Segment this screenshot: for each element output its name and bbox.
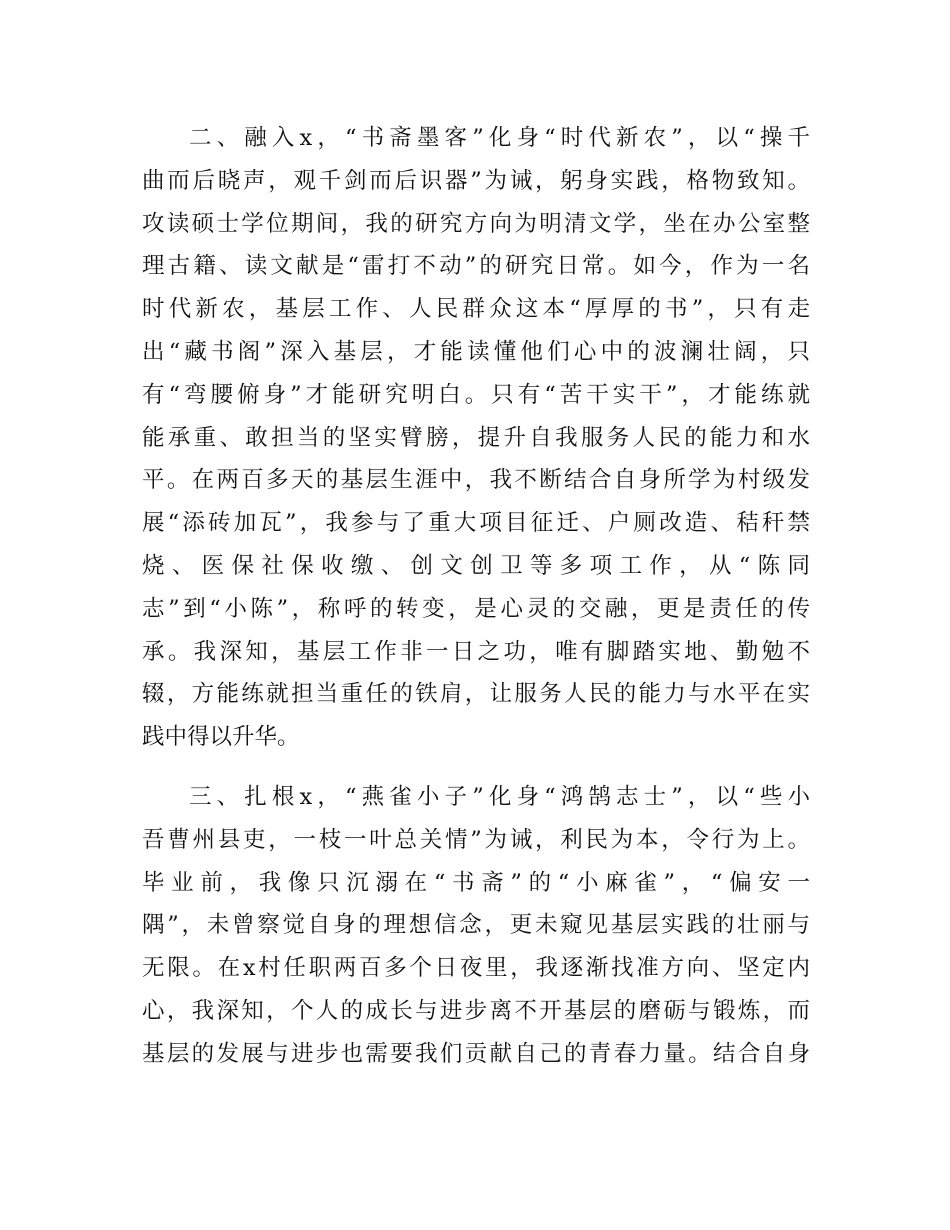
text-line: 毕业前，我像只沉溺在“书斋”的“小麻雀”，“偏安一 xyxy=(142,869,810,896)
text-line: 曲而后晓声，观千剑而后识器”为诫，躬身实践，格物致知。 xyxy=(142,167,810,194)
text-line: 展“添砖加瓦”，我参与了重大项目征迁、户厕改造、秸秆禁 xyxy=(142,510,810,537)
text-line: 出“藏书阁”深入基层，才能读懂他们心中的波澜壮阔，只 xyxy=(142,338,810,365)
text-line: 心，我深知，个人的成长与进步离不开基层的磨砺与锻炼，而 xyxy=(142,997,810,1024)
text-line: 基层的发展与进步也需要我们贡献自己的青春力量。结合自身 xyxy=(142,1040,810,1067)
text-line: 烧、医保社保收缴、创文创卫等多项工作，从“陈同 xyxy=(142,552,810,579)
text-line: 志”到“小陈”，称呼的转变，是心灵的交融，更是责任的传 xyxy=(142,595,810,622)
text-line: 隅”，未曾察觉自身的理想信念，更未窥见基层实践的壮丽与 xyxy=(142,912,810,939)
paragraph-3-rooting xyxy=(142,776,810,1076)
text-line: 二、融入x，“书斋墨客”化身“时代新农”，以“操千 xyxy=(189,125,810,151)
text-line: 践中得以升华。 xyxy=(142,724,300,751)
text-line: 理古籍、读文献是“雷打不动”的研究日常。如今，作为一名 xyxy=(142,253,810,280)
text-line: 能承重、敢担当的坚实臂膀，提升自我服务人民的能力和水 xyxy=(142,424,810,451)
text-line: 三、扎根x，“燕雀小子”化身“鸿鹄志士”，以“些小 xyxy=(189,784,810,810)
text-line: 有“弯腰俯身”才能研究明白。只有“苦干实干”，才能练就 xyxy=(142,381,810,408)
text-line: 无限。在x村任职两百多个日夜里，我逐渐找准方向、坚定内 xyxy=(142,955,810,982)
paragraph-2-integration xyxy=(142,117,810,759)
text-line: 平。在两百多天的基层生涯中，我不断结合自身所学为村级发 xyxy=(142,467,810,494)
text-line: 承。我深知，基层工作非一日之功，唯有脚踏实地、勤勉不 xyxy=(142,638,810,665)
text-line: 时代新农，基层工作、人民群众这本“厚厚的书”，只有走 xyxy=(142,296,810,323)
text-line: 辍，方能练就担当重任的铁肩，让服务人民的能力与水平在实 xyxy=(142,681,810,708)
text-line: 攻读硕士学位期间，我的研究方向为明清文学，坐在办公室整 xyxy=(142,210,810,237)
text-line: 吾曹州县吏，一枝一叶总关情”为诫，利民为本，令行为上。 xyxy=(142,826,810,853)
